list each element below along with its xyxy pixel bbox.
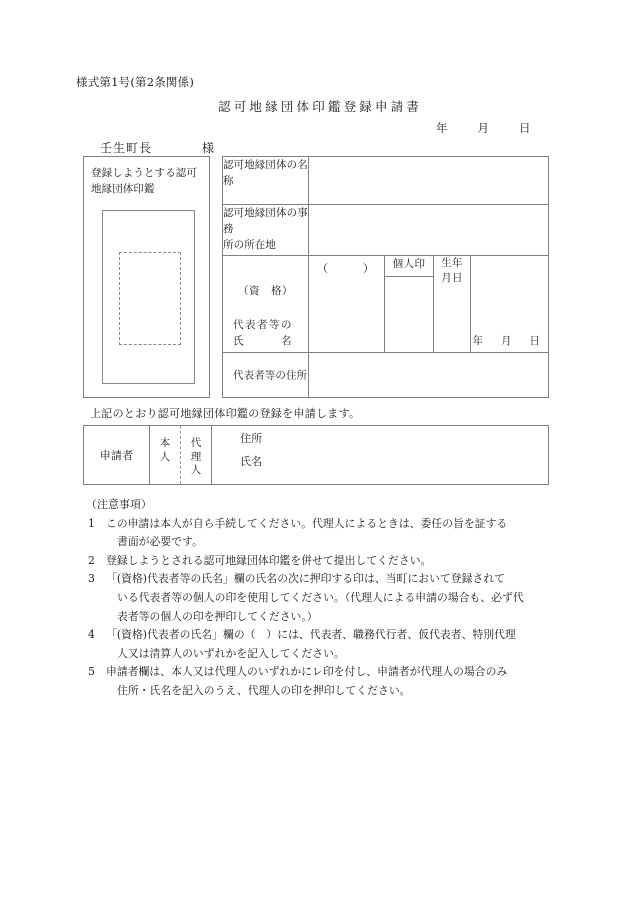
- input-representative-name[interactable]: [309, 256, 385, 352]
- table-row-organization-name: [223, 157, 549, 205]
- note-line: 登録しようとされる認可地縁団体印鑑を併せて提出してください。: [106, 553, 432, 567]
- submission-date-line: [436, 120, 531, 136]
- seal-impression-box: [83, 156, 210, 398]
- label-applicant-address: 住所: [240, 432, 263, 445]
- label-representative-name-text: [233, 317, 293, 349]
- label-organization-name: 認可地縁団体の名称: [223, 157, 309, 205]
- note-line: 人又は清算人のいずれかを記入してください。: [117, 646, 345, 660]
- birth-month-label: 月: [501, 334, 512, 347]
- table-row-organization-address: [223, 205, 549, 256]
- note-text: [106, 626, 556, 663]
- addressee-name: 壬生町長: [100, 141, 153, 155]
- paren-close: ）: [363, 262, 374, 276]
- note-number: 4: [88, 628, 95, 642]
- label-applicant-name: 氏名: [240, 455, 263, 468]
- seal-box-label-line1: 登録しようとする認可: [91, 167, 197, 179]
- note-item: [86, 663, 556, 700]
- document-title: 認可地縁団体印鑑登録申請書: [218, 99, 423, 114]
- label-representative-address-text: 代表者等の住所: [233, 369, 308, 382]
- seal-box-label-line2: 地縁団体印鑑: [91, 183, 155, 195]
- table-row-applicant: [84, 426, 549, 485]
- note-line: 表者等の個人の印を押印してください。）: [117, 609, 318, 623]
- label-organization-address: [223, 205, 309, 256]
- note-line: 「(資格)代表者の氏名」欄の（ ）には、代表者、職務代行者、仮代表者、特別代理: [106, 628, 516, 642]
- addressee-honorific: 様: [202, 141, 215, 155]
- label-organization-address-line2: 所の所在地: [223, 239, 276, 252]
- note-text: [106, 663, 556, 700]
- note-item: [86, 552, 556, 571]
- input-personal-seal[interactable]: [385, 276, 433, 351]
- seal-outer-frame[interactable]: [102, 210, 195, 384]
- date-month-label: 月: [477, 121, 489, 135]
- date-day-label: 日: [519, 121, 531, 135]
- label-applicant-agent: [181, 437, 211, 478]
- label-representative-name-line1: 代表者等の: [233, 319, 293, 332]
- label-representative-address: [223, 352, 309, 397]
- label-applicant-self-char2: 人: [159, 450, 171, 463]
- label-birth-date: [434, 256, 471, 352]
- birth-day-label: 日: [529, 334, 540, 347]
- note-number: 3: [88, 572, 95, 586]
- checkbox-applicant-agent[interactable]: [181, 426, 212, 485]
- organization-details-table: [222, 156, 549, 398]
- applicant-fields-cell[interactable]: [212, 426, 549, 485]
- label-organization-address-line1: 認可地縁団体の事務: [223, 207, 308, 236]
- note-item: [86, 626, 556, 663]
- date-year-label: 年: [436, 121, 448, 135]
- note-line: いる代表者等の個人の印を使用してください。（代理人による申請の場合も、必ず代: [117, 590, 524, 604]
- label-applicant-self-char1: 本: [159, 437, 171, 449]
- label-birth-date-line2: 月日: [441, 272, 463, 285]
- note-text: [106, 515, 556, 552]
- checkbox-applicant-self[interactable]: [150, 426, 181, 485]
- applicant-table: [83, 425, 549, 485]
- note-text: [106, 570, 556, 626]
- personal-seal-cell: [385, 256, 434, 352]
- label-applicant-agent-char1: 代: [190, 437, 202, 449]
- label-birth-date-line1: 生年: [441, 257, 463, 270]
- note-line: 申請者欄は、本人又は代理人のいずれかにレ印を付し、申請者が代理人の場合のみ: [106, 665, 508, 679]
- label-representative-name: [223, 256, 309, 352]
- label-representative-name-line2: 氏 名: [233, 335, 293, 348]
- note-text: [106, 552, 556, 571]
- notes-section: [86, 496, 556, 701]
- label-applicant-agent-char2: 理: [190, 450, 202, 463]
- note-number: 5: [88, 665, 95, 679]
- note-number: 2: [88, 553, 95, 567]
- input-birth-date[interactable]: [471, 256, 549, 352]
- label-applicant-agent-char3: 人: [190, 464, 202, 476]
- birth-date-ymd-line: [473, 333, 541, 348]
- table-row-representative-address: [223, 352, 549, 397]
- application-statement: 上記のとおり認可地縁団体印鑑の登録を申請します。: [90, 407, 361, 420]
- addressee: [100, 139, 214, 156]
- note-line: 「(資格)代表者等の氏名」欄の氏名の次に押印する印は、当町において登録されて: [106, 572, 506, 586]
- form-number: 様式第1号(第2条関係): [76, 75, 195, 89]
- paren-open: （: [317, 262, 328, 276]
- label-applicant: [84, 426, 150, 485]
- input-organization-address[interactable]: [309, 205, 549, 256]
- note-item: [86, 570, 556, 626]
- note-line: 住所・氏名を記入のうえ、代理人の印を押印してください。: [117, 683, 411, 697]
- note-line: 書面が必要です。: [117, 535, 203, 549]
- label-applicant-text: 申請者: [99, 449, 134, 462]
- notes-heading: （注意事項）: [86, 498, 152, 511]
- note-item: [86, 515, 556, 552]
- seal-inner-dashed-frame[interactable]: [119, 252, 181, 345]
- label-qualification: （資 格）: [238, 285, 293, 298]
- birth-year-label: 年: [472, 334, 483, 347]
- note-line: この申請は本人が自ら手続してください。代理人によるときは、委任の旨を証する: [106, 516, 508, 530]
- seal-box-label: [91, 165, 207, 197]
- note-number: 1: [88, 516, 95, 530]
- label-personal-seal: 個人印: [385, 256, 433, 276]
- input-representative-address[interactable]: [309, 352, 549, 397]
- table-row-representative: [223, 256, 549, 352]
- input-organization-name[interactable]: [309, 157, 549, 205]
- label-applicant-self: [150, 437, 180, 464]
